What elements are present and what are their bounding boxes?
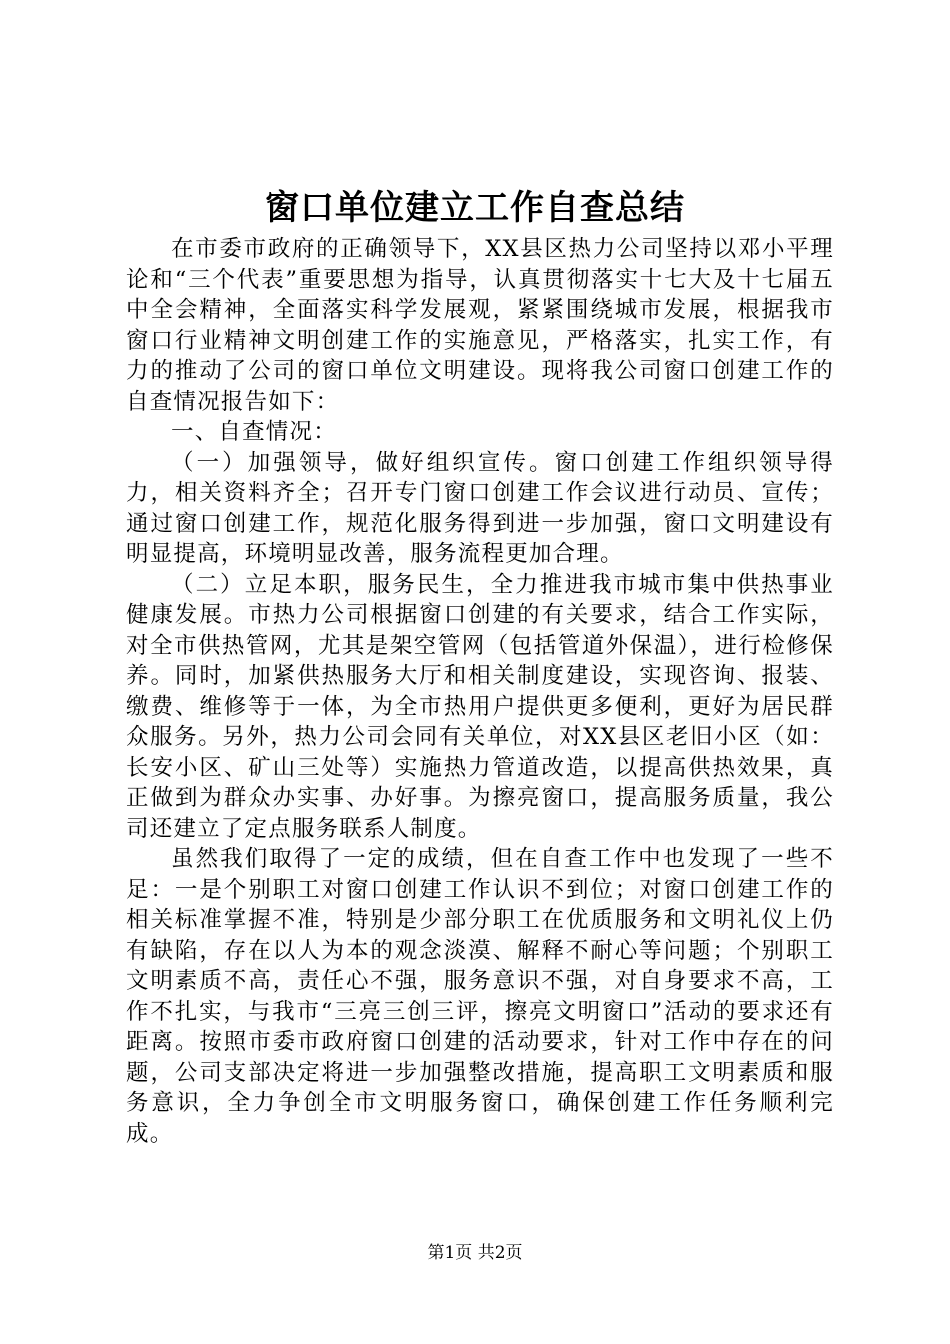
- document-body: [126, 234, 834, 1149]
- document-title: 窗口单位建立工作自查总结: [265, 188, 685, 228]
- paragraph-intro: 在市委市政府的正确领导下，XX县区热力公司坚持以邓小平理论和“三个代表”重要思想为指导，认真贯彻落实十七大及十七届五中全会精神，全面落实科学发展观，紧紧围绕城市发展，根据我市窗口行业精神文明创建工作的实施意见，严格落实，扎实工作，有力的推动了公司的窗口单位文明建设。现将我公司窗口创建工作的自查情况报告如下：: [126, 236, 834, 415]
- paragraph-item-two: （二）立足本职，服务民生，全力推进我市城市集中供热事业健康发展。市热力公司根据窗口创建的有关要求，结合工作实际，对全市供热管网，尤其是架空管网（包括管道外保温），进行检修保养。同时，加紧供热服务大厅和相关制度建设，实现咨询、报装、缴费、维修等于一体，为全市热用户提供更多便利，更好为居民群众服务。另外，热力公司会同有关单位，对XX县区老旧小区（如：长安小区、矿山三处等）实施热力管道改造，以提高供热效果，真正做到为群众办实事、办好事。为擦亮窗口，提高服务质量，我公司还建立了定点服务联系人制度。: [126, 571, 834, 842]
- section-heading-self-check: 一、自查情况：: [171, 419, 337, 445]
- paragraph-shortcomings: 虽然我们取得了一定的成绩，但在自查工作中也发现了一些不足：一是个别职工对窗口创建工作认识不到位；对窗口创建工作的相关标准掌握不准，特别是少部分职工在优质服务和文明礼仪上仍有缺陷，存在以人为本的观念淡漠、解释不耐心等问题；个别职工文明素质不高，责任心不强，服务意识不强，对自身要求不高，工作不扎实，与我市“三亮三创三评，擦亮文明窗口”活动的要求还有距离。按照市委市政府窗口创建的活动要求，针对工作中存在的问题，公司支部决定将进一步加强整改措施，提高职工文明素质和服务意识，全力争创全市文明服务窗口，确保创建工作任务顺利完成。: [126, 846, 834, 1147]
- paragraph-item-one: （一）加强领导，做好组织宣传。窗口创建工作组织领导得力，相关资料齐全；召开专门窗口创建工作会议进行动员、宣传；通过窗口创建工作，规范化服务得到进一步加强，窗口文明建设有明显提高，环境明显改善，服务流程更加合理。: [126, 449, 834, 567]
- page-number-footer: 第1页 共2页: [427, 1243, 523, 1263]
